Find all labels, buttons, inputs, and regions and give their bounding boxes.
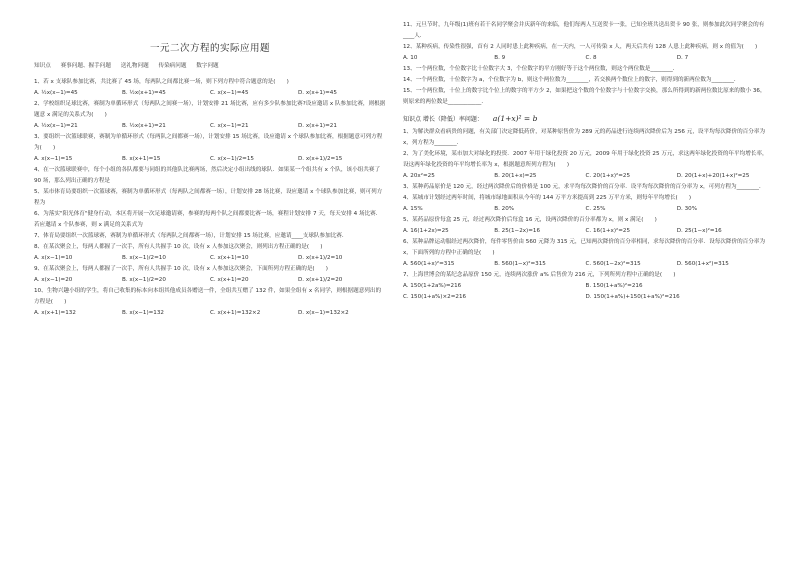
answer-option: B. ½x(x+1)=45 [122,90,166,96]
question-text: 1、若 x 支球队参加比赛，共比赛了 45 场，每两队之间都比赛一场，则下列方程中符合题意的是( ) [34,79,289,85]
question-text: 3、某种药品原价是 120 元，经过两次降价后的价格是 100 元，求平均每次降价的百分率．设平均每次降价的百分率为 x，可列方程为________． [403,184,765,190]
question-text: 15、一个两位数，十位上的数字比个位上的数字的平方少 2，如果把这个数的个位数字与十位数字交换，那么所得到的新两位数比原来的数小 36，则原来的两位数是____________． [403,88,766,105]
answer-option: B. 560(1−x)²=315 [494,261,546,267]
answer-option: D. x(x+1)/2=20 [298,277,343,283]
question-text: 5、某药品原价每盒 25 元，经过两次降价后每盒 16 元，设两次降价的百分率都为 x，则 x 满足( ) [403,217,657,223]
section-heading [403,114,768,123]
question-text: 8、在某次聚会上，每两人都握了一次手，所有人共握手 10 次，设有 x 人参加这次聚会，则列出方程正确的是( ) [34,244,323,250]
question-text: 1、为解决群众看病贵的问题，有关部门决定降低药价，对某种原售价为 289 元的药品进行连续两次降价后为 256 元，设平均每次降价的百分率为 x，列方程为________． [403,129,766,146]
answer-option: A. x(x−1)=15 [34,156,73,162]
question-text: 9、在某次聚会上，每两人都握了一次手，所有人共握手 10 次，设有 x 人参加这次聚会，下面所列方程正确的是( ) [34,266,328,272]
answer-option: D. 30% [676,206,698,212]
question-text: 7、体育局要组织一次篮球赛，赛制为单循环形式（每两队之间都赛一场），计划安排 15 场比赛，应邀请____支球队参加比赛． [34,233,348,239]
answer-option: B. 20% [494,206,515,212]
answer-option: D. x(x+1)/2=15 [298,156,343,162]
answer-option: D. 20(1+x)+20(1+x)²=25 [676,173,750,179]
answer-option: B. 20(1+x)=25 [494,173,537,179]
answer-option: A. 10 [403,55,418,61]
answer-option: D. x(x−1)=132×2 [298,310,349,316]
answer-option: A. ½x(x−1)=21 [34,123,78,129]
answer-option: D. x(x+1)=45 [298,90,337,96]
answer-option: B. x(x−1)=132 [122,310,164,316]
left-question-list [34,77,386,319]
question-text: 2、学校组织足球比赛，赛制为单循环形式（每两队之间赛一场），计划安排 21 场比赛，应有多少队参加比赛?设应邀请 x 队参加比赛，则根据题意 x 满足的关系式为( ) [34,101,386,118]
answer-options-row [403,259,768,270]
answer-option: A. 16(1+2x)=25 [403,228,449,234]
answer-option: D. 7 [676,55,689,61]
right-question-list [403,20,768,303]
answer-option: A. x(x−1)=10 [34,255,73,261]
answer-options-row [34,88,386,99]
question-text: 7、上海世博会的某纪念品原价 150 元，连续两次涨价 a% 后售价为 216 元，下列所列方程中正确的是( ) [403,272,676,278]
answer-option: B. 9 [494,55,506,61]
answer-option: A. x(x−1)=20 [34,277,73,283]
answer-option: C. 25% [585,206,606,212]
answer-option: A. ½x(x−1)=45 [34,90,78,96]
answer-option: D. 25(1−x)²=16 [676,228,722,234]
question-text: 2、为了美化环境，某市加大对绿化的投资．2007 年用于绿化投资 20 万元，2009 年用于绿化投资 25 万元，求这两年绿化投资的年平均增长率，设这两年绿化投资的年平均增长率为 x，根据题意所列方程为( ) [403,151,768,168]
answer-option: A. 560(1+x)²=315 [403,261,455,267]
answer-option: C. x(x+1)=10 [210,255,249,261]
answer-options-row [34,121,386,132]
answer-option: B. x(x−1)/2=20 [122,277,166,283]
answer-option: D. 560(1+x²)=315 [676,261,729,267]
question-text: 11、元旦节时，九年级(1)班有若干名同学聚会并庆新年的来临，他们每两人互送贺卡一张，已知全班共送出贺卡 90 张，则参加此次同学聚会的有____人． [403,22,765,39]
answer-options-row [403,292,768,303]
left-column [34,40,386,319]
answer-option: D. x(x+1)/2=10 [298,255,343,261]
answer-options-row [403,281,768,292]
question-text: 12、某种疾病，传染性很强，首有 2 人同时患上此种疾病，在一天内，一人可传染 x 人，两天后共有 128 人患上此种疾病，则 x 的值为( ) [403,44,758,50]
answer-option: B. x(x−1)/2=10 [122,255,166,261]
question-text: 4、在一次篮球联赛中，每个小组的各队都要与同组的其他队比赛两场，然后决定小组出线的球队．如果某一个组共有 x 个队，该小组共赛了 90 场，那么列出正确的方程是 [34,167,381,184]
answer-option: A. 150(1+2a%)=216 [403,283,462,289]
question-text: 13、一个两位数，个位数字比十位数字大 3，个位数字的平方刚好等于这个两位数，则这个两位数是________． [403,66,679,72]
answer-options-row [403,226,768,237]
question-text: 4、某城市计划经过两年时间，将城市绿地面积从今年的 144 万平方米提高到 225 万平方米，则每年平均增长( ) [403,195,692,201]
answer-option: B. x(x+1)=15 [122,156,161,162]
answer-option: D. 150(1+a%)+150(1+a%)²=216 [585,294,680,300]
answer-option: C. x(x+1)=132×2 [210,310,261,316]
answer-option: A. 20x²=25 [403,173,435,179]
answer-options-row [403,53,768,64]
answer-option: C. 8 [585,55,597,61]
answer-options-row [403,171,768,182]
answer-option: C. 16(1+x)²=25 [585,228,631,234]
answer-option: C. 560(1−2x)²=315 [585,261,641,267]
knowledge-point-item: 赛事问题、握手问题 [60,63,111,69]
question-text: 6、为落实"阳光体育"健身行动，本区将开展一次足球邀请赛，参赛的每两个队之间都要比赛一场，赛程计划安排 7 天，每天安排 4 场比赛．若应邀请 x 个队参赛，则 x 满足的关系式为 [34,211,382,228]
answer-options-row [34,308,386,319]
knowledge-point-item: 送礼物问题 [120,63,149,69]
answer-option: C. x(x−1)/2=15 [210,156,254,162]
answer-option: C. 150(1+a%)×2=216 [403,294,467,300]
knowledge-point-item: 数字问题 [196,63,219,69]
question-text: 5、某市体育局要组织一次篮球赛，赛制为单循环形式（每两队之间都赛一场），计划安排 28 场比赛，设应邀请 x 个球队参加比赛，则可列方程为 [34,189,383,206]
question-text: 14、一个两位数，十位数字为 a，个位数字为 b，则这个两位数为________，若交换两个数位上的数字，则得到的新两位数为________． [403,77,740,83]
knowledge-point-label: 知识点 [34,63,51,69]
answer-option: B. ½x(x+1)=21 [122,123,166,129]
knowledge-points-row [34,61,386,69]
question-text: 3、要组织一次篮球联赛，赛制为单循环形式（每两队之间都赛一场），计划安排 15 场比赛，设应邀请 x 个球队参加比赛，根据题意可列方程为( ) [34,134,383,151]
question-text: 10、生物兴趣小组的学生，将自己收集的标本向本组其他成员各赠送一件，全组共互赠了 132 件，如果全组有 x 名同学，则根据题意列出的方程是( ) [34,288,382,305]
worksheet-title: 一元二次方程的实际应用题 [149,43,270,54]
answer-option: D. x(x+1)=21 [298,123,337,129]
knowledge-point-item: 传染病问题 [158,63,187,69]
answer-option: C. x(x−1)=45 [210,90,249,96]
answer-options-row [34,253,386,264]
answer-option: B. 150(1+a%)²=216 [585,283,643,289]
answer-option: B. 25(1−2x)=16 [494,228,541,234]
right-column [403,20,768,303]
answer-options-row [34,154,386,165]
growth-rate-formula: a(1+x)² = b [492,114,538,123]
answer-options-row [403,204,768,215]
answer-option: C. 20(1+x)²=25 [585,173,631,179]
question-text: 6、某种品牌运动服经过两次降价，每件零售价由 560 元降为 315 元，已知两次降价的百分率相同，求每次降价的百分率．设每次降价的百分率为 x，下面所列的方程中正确的是( ) [403,239,766,256]
answer-option: C. x(x+1)=20 [210,277,249,283]
answer-option: A. x(x+1)=132 [34,310,76,316]
answer-option: C. x(x−1)=21 [210,123,249,129]
answer-option: A. 15% [403,206,423,212]
answer-options-row [34,275,386,286]
section-heading-text: 知识点 增长（降低）率问题： [403,116,483,123]
